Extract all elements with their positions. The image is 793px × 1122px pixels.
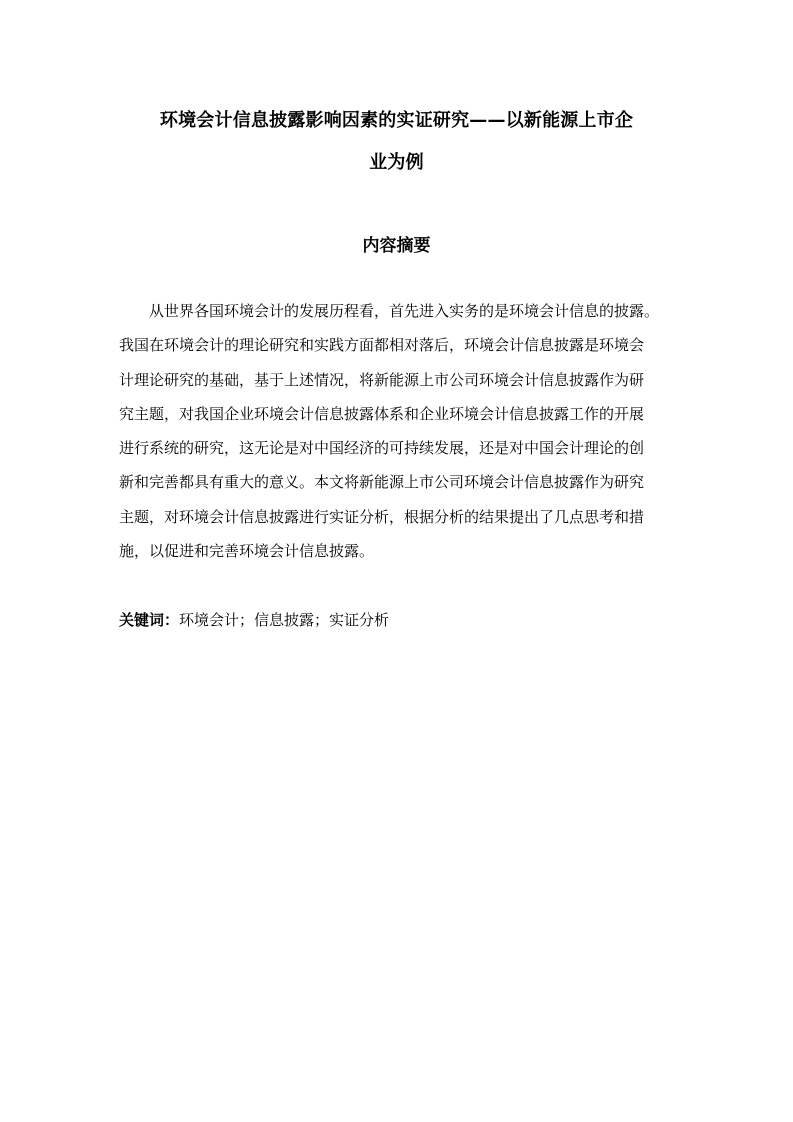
paper-title-line-1: 环境会计信息披露影响因素的实证研究——以新能源上市企	[159, 110, 634, 131]
abstract-line: 计理论研究的基础，基于上述情况，将新能源上市公司环境会计信息披露作为研	[119, 370, 645, 389]
paper-title-line-2: 业为例	[369, 152, 424, 173]
abstract-line: 新和完善都具有重大的意义。本文将新能源上市公司环境会计信息披露作为研究	[119, 473, 645, 492]
abstract-line: 我国在环境会计的理论研究和实践方面都相对落后，环境会计信息披露是环境会	[119, 336, 645, 355]
abstract-line: 主题，对环境会计信息披露进行实证分析，根据分析的结果提出了几点思考和措	[119, 507, 645, 526]
abstract-heading: 内容摘要	[362, 236, 431, 256]
abstract-body	[119, 300, 689, 574]
abstract-line: 从世界各国环境会计的发展历程看，首先进入实务的是环境会计信息的披露。	[149, 302, 660, 320]
keywords	[119, 609, 389, 631]
abstract-line: 施，以促进和完善环境会计信息披露。	[119, 542, 375, 561]
abstract-line: 究主题，对我国企业环境会计信息披露体系和企业环境会计信息披露工作的开展	[119, 404, 645, 423]
keywords-label: 关键词：	[119, 611, 180, 629]
keywords-text: 环境会计；信息披露；实证分析	[179, 611, 390, 629]
abstract-line: 进行系统的研究，这无论是对中国经济的可持续发展，还是对中国会计理论的创	[119, 439, 645, 458]
